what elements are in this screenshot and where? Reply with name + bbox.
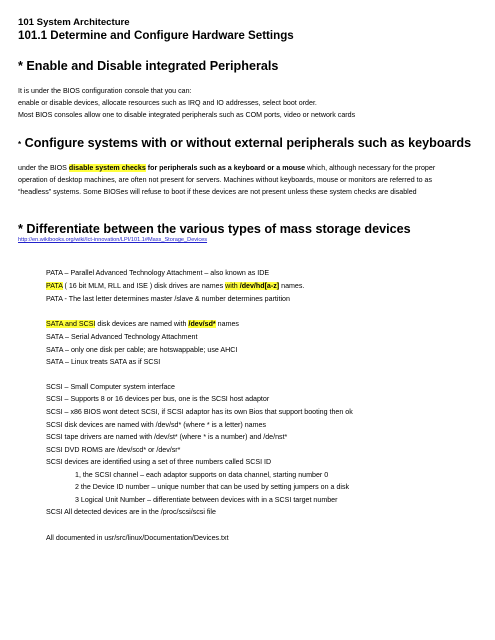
page-title: 101.1 Determine and Configure Hardware Settings bbox=[18, 29, 294, 42]
scsi-line-7: SCSI devices are identified using a set of three numbers called SCSI ID bbox=[46, 458, 272, 466]
section1-line-1: It is under the BIOS configuration console that you can: bbox=[18, 87, 192, 95]
highlight-sata-scsi: SATA and SCSI bbox=[46, 320, 96, 328]
heading-bullet: * bbox=[18, 140, 22, 149]
pata-line-2-text: ( 16 bit MLM, RLL and ISE ) disk drives are names bbox=[62, 282, 226, 290]
para-rest: which, although necessary for the proper operation of desktop machines, are often not present for servers. Machines without keyboards, mouse or monitors are referred to as “headless” systems. Some BIOSes will refuse to boot if these devices are not present unless these system checks are disabled bbox=[18, 164, 436, 196]
pata-line-2 bbox=[46, 282, 304, 290]
para-prefix: under the BIOS bbox=[18, 164, 69, 172]
scsi-line-2: SCSI – Supports 8 or 16 devices per bus, one is the SCSI host adaptor bbox=[46, 395, 270, 403]
section2-paragraph bbox=[18, 162, 463, 198]
scsi-line-6: SCSI DVD ROMS are /dev/scd* or /dev/sr* bbox=[46, 446, 181, 454]
section-heading-mass-storage: * Differentiate between the various types of mass storage devices bbox=[18, 222, 411, 236]
scsi-line-3: SCSI – x86 BIOS wont detect SCSI, if SCSI adaptor has its own Bios that support booting then ok bbox=[46, 408, 353, 416]
sata-line-4: SATA – Linux treats SATA as if SCSI bbox=[46, 358, 161, 366]
scsi-id-line-1: 1, the SCSI channel – each adaptor supports on data channel, starting number 0 bbox=[75, 471, 329, 479]
sata-line-3: SATA – only one disk per cable; are hotswappable; use AHCI bbox=[46, 346, 238, 354]
scsi-line-4: SCSI disk devices are named with /dev/sd* (where * is a letter) names bbox=[46, 421, 266, 429]
sata-line-1-end: names bbox=[215, 320, 239, 328]
pata-line-3: PATA - The last letter determines master /slave & number determines partition bbox=[46, 295, 290, 303]
highlight-disable-system-checks: disable system checks bbox=[68, 164, 146, 172]
highlight-dev-hd: /dev/hd[a-z] bbox=[239, 282, 280, 290]
scsi-line-5: SCSI tape drivers are named with /dev/st* (where * is a number) and /de/nst* bbox=[46, 433, 288, 441]
para-bold: for peripherals such as a keyboard or a mouse bbox=[145, 164, 306, 172]
sata-line-2: SATA – Serial Advanced Technology Attachment bbox=[46, 333, 198, 341]
highlight-with: with bbox=[225, 282, 240, 290]
pata-line-2-end: names. bbox=[279, 282, 305, 290]
scsi-last-line: SCSI All detected devices are in the /proc/scsi/scsi file bbox=[46, 508, 216, 516]
documentation-note: All documented in usr/src/linux/Documentation/Devices.txt bbox=[46, 534, 229, 542]
heading-text: Configure systems with or without external peripherals such as keyboards bbox=[24, 136, 472, 150]
sata-line-1 bbox=[46, 320, 239, 328]
pata-line-1: PATA – Parallel Advanced Technology Attachment – also known as IDE bbox=[46, 269, 270, 277]
wikibooks-link[interactable]: http://en.wikibooks.org/wiki/Ict-innovation/LPI/101.1#Mass_Storage_Devices bbox=[18, 237, 208, 243]
highlight-pata: PATA bbox=[46, 282, 63, 290]
section-heading-external-peripherals bbox=[18, 136, 471, 150]
chapter-heading: 101 System Architecture bbox=[18, 17, 130, 28]
scsi-id-line-3: 3 Logical Unit Number – differentiate between devices with in a SCSI target number bbox=[75, 496, 338, 504]
section1-line-3: Most BIOS consoles allow one to disable integrated peripherals such as COM ports, video or network cards bbox=[18, 111, 356, 119]
scsi-line-1: SCSI – Small Computer system interface bbox=[46, 383, 175, 391]
sata-line-1-text: disk devices are named with bbox=[95, 320, 189, 328]
scsi-id-line-2: 2 the Device ID number – unique number that can be used by setting jumpers on a disk bbox=[75, 483, 350, 491]
highlight-dev-sd: /dev/sd* bbox=[188, 320, 216, 328]
section1-line-2: enable or disable devices, allocate resources such as IRQ and IO addresses, select boot order. bbox=[18, 99, 317, 107]
section-heading-peripherals: * Enable and Disable integrated Peripherals bbox=[18, 59, 279, 73]
